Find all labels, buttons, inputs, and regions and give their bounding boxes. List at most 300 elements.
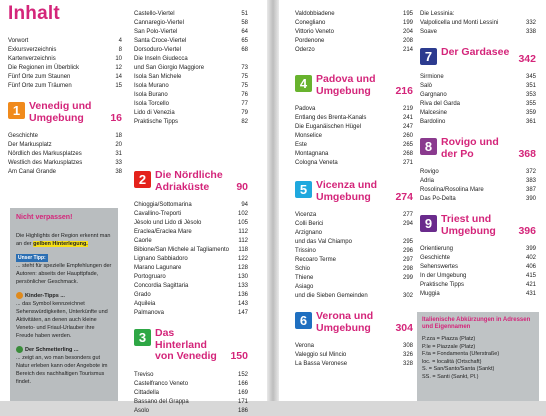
chapter-title: Rovigo und der Po [441,136,499,160]
chapter-number-badge: 3 [134,329,151,346]
toc-entry [8,82,122,91]
toc-entry-page: 265 [402,142,413,148]
kids-note: Kinder-Tipps ... ... das Symbol kennzeichnet Sehenswürdigkeiten, Unterkünfte und Aktivitäten, an denen auch kleine Veneto- und Friaul-Urlauber ihre Freude haben werden. [16,293,108,339]
toc-column-4 [420,10,536,299]
toc-entry [420,73,536,82]
toc-entry [295,360,413,369]
toc-entry-page: 51 [241,11,248,17]
toc-entry-label: Lido di Venezia [134,110,175,116]
toc-entry-page: 387 [525,187,536,193]
toc-entry [134,255,248,264]
chapter-entries [295,105,413,168]
toc-entry [295,292,413,301]
toc-entry [420,281,536,290]
toc-entry-label: Entlang des Brenta-Kanals [295,115,367,121]
toc-entry [8,132,122,141]
toc-entry [295,159,413,168]
chapter-entries [134,371,248,416]
toc-entry-page: 112 [238,238,248,244]
toc-entry [134,73,248,82]
toc-entry-label: Monselice [295,133,323,139]
toc-entry-page: 169 [237,389,248,396]
chapter-entries [420,73,536,127]
toc-entry-page: 14 [115,74,122,80]
chapter-page: 16 [110,111,122,124]
toc-entry-label: Portogruaro [134,274,166,280]
toc-entry-label: Treviso [134,371,154,378]
toc-entry [295,265,413,274]
chapter-heading [134,170,248,193]
toc-entry-label: Grado [134,292,151,298]
toc-entry-page: 361 [525,119,536,125]
toc-entry [134,282,248,291]
chapter-page: 304 [395,321,413,334]
chapter-page: 342 [518,52,536,65]
toc-entry-label: Verona [295,343,315,349]
toc-entry-page: 122 [237,256,248,262]
toc-entry-page: 8 [118,47,122,53]
toc-entry-label: Vittorio Veneto [295,29,334,35]
toc-entry-label: Schio [295,266,311,272]
toc-entry-label: Chioggia/Sottomarina [134,202,192,208]
toc-entry-page [409,283,413,292]
front-matter-list [8,37,122,91]
tip-note: Unser Tipp: ... steht für spezielle Empfehlungen der Autoren: abseits der Haupttpfade, persönlicher Geschmack. [16,255,112,285]
toc-entry-page [409,229,413,238]
toc-entry-page: 214 [402,47,413,53]
toc-entry-label: Jèsolo und Lido di Jèsolo [134,220,202,226]
toc-entry-page: 79 [241,110,248,116]
toc-entry [295,10,413,19]
toc-entry [295,342,413,351]
toc-entry-label: Conegliano [295,20,326,26]
toc-entry-page: 105 [237,220,248,226]
toc-entry [134,100,248,109]
toc-entry-label: Isola Murano [134,83,169,89]
toc-entry-page: 166 [237,380,248,387]
toc-entry [295,123,413,132]
toc-entry-page: 355 [525,101,536,107]
toc-entry [420,118,536,127]
toc-entry [8,37,122,46]
toc-entry-label: Padova [295,106,316,112]
chapter-heading [420,214,536,237]
right-page [279,0,546,401]
toc-entry [134,55,248,64]
toc-entry [420,263,536,272]
toc-entry [295,105,413,114]
info-box-title: Nicht verpassen! [16,214,73,221]
chapter-heading [295,180,413,203]
toc-entry [420,91,536,100]
toc-entry-label: Salò [420,83,433,89]
toc-entry-page: 15 [115,83,122,89]
toc-entry-label: Cannaregio-Viertel [134,20,184,26]
toc-entry [134,264,248,273]
toc-entry [134,291,248,300]
toc-entry [134,46,248,55]
toc-entry [420,168,536,177]
toc-entry [8,46,122,55]
toc-entry-page: 268 [402,151,413,157]
toc-entry-page: 332 [525,20,536,26]
toc-entry-page: 271 [402,160,413,166]
toc-entry-label: und die Sieben Gemeinden [295,293,368,299]
toc-entry [295,256,413,265]
toc-entry [134,91,248,100]
toc-entry-page: 406 [525,264,536,270]
toc-entry-page: 133 [237,283,248,289]
toc-entry [295,351,413,360]
page-title: Inhalt [8,3,60,24]
toc-entry-page: 399 [525,246,536,252]
left-page [0,0,267,414]
info-box-intro: Die Highlights der Region erkennt man an der gelben Hinterlegung. [16,233,111,247]
toc-entry-label: Valdobbiadene [295,11,335,17]
toc-entry-label: In der Umgebung [420,273,467,279]
toc-entry-label: Bardolino [420,119,446,125]
chapter-heading [134,328,248,363]
toc-entry [8,64,122,73]
chapter-number-badge: 8 [420,138,437,155]
toc-entry-label: Die Regionen im Überblick [8,65,80,71]
toc-entry-page: 195 [402,11,413,17]
toc-entry-page: 94 [241,202,248,208]
toc-entry-label: Colli Berici [295,221,324,227]
toc-entry-page: 12 [115,65,122,71]
toc-entry [420,290,536,299]
toc-entry [420,100,536,109]
toc-entry-page: 4 [118,38,122,44]
chapter-page: 90 [236,180,248,193]
toc-entry-page: 247 [402,124,413,130]
toc-entry-page: 75 [241,83,248,89]
toc-entry-page: 18 [115,133,122,139]
book-gutter [267,0,279,401]
chapter-title: Padova und Umgebung [316,73,376,97]
toc-entry [8,168,122,177]
tip-tag: Unser Tipp: [18,255,46,261]
toc-entry-page: 10 [115,56,122,62]
toc-entry-label: Exkursverzeichnis [8,47,57,53]
toc-entry-label: Lignano Sabbiadoro [134,256,188,262]
toc-entry [420,186,536,195]
chapter-title: Verona und Umgebung [316,310,374,334]
abbreviation-line: F.ta = Fondamenta (Uferstraße) [422,351,500,357]
toc-entry-page: 73 [241,65,248,71]
toc-column-1 [8,37,122,177]
toc-entry-page: 38 [115,169,122,175]
toc-entry [134,28,248,37]
abbreviation-line: S. = San/Santo/Santa (Sankt) [422,366,495,372]
chapter-number-badge: 5 [295,181,312,198]
toc-entry [134,407,248,416]
abbreviation-line: SS. = Santi (Sankt, Pl.) [422,373,479,380]
toc-entry [134,219,248,228]
toc-entry-label: Cologna Veneta [295,160,338,166]
toc-entry-label: Westlich des Markusplatzes [8,160,83,166]
toc-entry [8,55,122,64]
toc-entry-label: Castelfranco Veneto [134,380,189,387]
toc-entry [295,220,413,229]
toc-entry-label: Am Canal Grande [8,169,57,175]
toc-entry-label: Arzignano [295,230,323,236]
toc-entry-label: Geschichte [420,255,451,261]
toc-entry-page: 143 [237,301,248,307]
toc-entry [8,141,122,150]
toc-entry-page: 431 [525,291,536,297]
chapter-page: 274 [395,190,413,203]
toc-entry-label: und San Giorgio Maggiore [134,65,205,71]
toc-entry-page: 64 [241,29,248,35]
toc-entry [134,19,248,28]
toc-entry-page: 415 [525,273,536,279]
chapter-entries [8,132,122,177]
toc-entry [134,398,248,407]
toc-entry [420,28,536,37]
toc-entry-label: Fünf Orte zum Staunen [8,74,71,80]
chapter-heading [420,47,536,65]
toc-entry-label: Oderzo [295,47,315,53]
chapter-page: 396 [518,224,536,237]
toc-entry-page: 351 [525,83,536,89]
toc-entry-page: 298 [402,266,413,272]
toc-entry-label: Santa Croce-Viertel [134,38,187,44]
toc-entry [295,150,413,159]
toc-entry-page: 208 [402,38,413,44]
toc-entry-page: 130 [237,274,248,280]
toc-entry-page: 58 [241,20,248,26]
toc-entry-label: Vicenza [295,212,317,218]
toc-entry [420,272,536,281]
toc-entry-label: Concordia Sagittaria [134,283,189,289]
toc-entry [420,254,536,263]
toc-entry-page: 308 [402,343,413,349]
chapter-heading [420,137,536,160]
abbreviation-line: P.zza = Piazza (Platz) [422,336,476,342]
toc-entry [295,229,413,238]
chapter-number-badge: 2 [134,171,151,188]
toc-entry [134,109,248,118]
chapter-entries [134,201,248,318]
toc-entry-page: 353 [525,92,536,98]
toc-entry-page: 402 [525,255,536,261]
toc-entry [134,389,248,398]
toc-entry-label: Este [295,142,308,148]
toc-entry-label: Pordenone [295,38,325,44]
toc-entry-label: Malcesine [420,110,448,116]
chapter-number-badge: 4 [295,75,312,92]
toc-entry-label: Caorle [134,238,152,244]
chapter-entries [295,211,413,301]
toc-entry-page: 102 [237,211,248,217]
toc-entry-page: 372 [525,169,536,175]
toc-entry-label: Montagnana [295,151,329,157]
toc-entry-page: 199 [402,20,413,26]
toc-entry-page: 204 [402,29,413,35]
toc-entry-page: 75 [241,74,248,80]
toc-entry [420,245,536,254]
toc-entry-label: La Bassa Veronese [295,361,348,367]
toc-entry-page: 65 [241,38,248,44]
toc-column-2 [134,10,248,416]
toc-entry [295,132,413,141]
chapter-title: Das Hinterland von Venedig [155,327,217,362]
toc-entry [420,195,536,204]
toc-entry-page [532,10,536,19]
chapter-page: 216 [395,84,413,97]
toc-entry-label: Muggia [420,291,440,297]
toc-entry [134,10,248,19]
chapter-page: 368 [518,147,536,160]
toc-entry [8,159,122,168]
toc-entry-page: 326 [402,352,413,358]
toc-entry [134,37,248,46]
toc-entry-label: Asiago [295,284,314,290]
toc-entry-page: 76 [241,92,248,98]
toc-column-3 [295,10,413,369]
toc-entry [134,237,248,246]
toc-entry [295,211,413,220]
toc-entry [134,118,248,127]
toc-entry-page: 33 [115,160,122,166]
toc-entry [134,210,248,219]
toc-entry-page: 68 [241,47,248,53]
chapter-heading [8,101,122,124]
toc-entry-label: Geschichte [8,133,39,139]
toc-entry-page: 241 [402,115,413,121]
toc-entry-page [244,55,248,64]
toc-entry-label: Trissino [295,248,316,254]
toc-entry-label: Kartenverzeichnis [8,56,56,62]
toc-entry [295,283,413,292]
chapter-title: Vicenza und Umgebung [316,179,378,203]
toc-entry-label: San Polo-Viertel [134,29,178,35]
toc-entry-label: Bibione/San Michele al Tagliamento [134,247,229,253]
toc-entry-label: Rovigo [420,169,439,175]
toc-entry [134,201,248,210]
toc-entry-page: 296 [402,248,413,254]
toc-entry [134,228,248,237]
yellow-highlight-sample: gelben Hinterlegung. [33,241,88,247]
toc-entry-label: Sehenswertes [420,264,459,270]
toc-entry-page: 421 [525,282,536,288]
toc-entry-page: 136 [237,292,248,298]
chapter-title: Die Nördliche Adriaküste [155,169,223,193]
toc-entry-label: Isola San Michele [134,74,182,80]
chapter-page: 150 [230,350,248,362]
chapter-title: Der Gardasee [441,46,510,58]
toc-entry-page: 77 [241,101,248,107]
toc-entry-label: Der Markusplatz [8,142,52,148]
toc-entry-label: Valpolicella und Monti Lessini [420,20,499,26]
toc-entry [295,19,413,28]
chapter-entries [295,342,413,369]
toc-entry-label: Cittadella [134,389,160,396]
toc-entry-label: Palmanova [134,310,165,316]
toc-entry-label: Nördlich des Markusplatzes [8,151,82,157]
abbreviations-title: Italienische Abkürzungen in Adressen und Eigennamen [422,317,531,330]
toc-entry-label: Fünf Orte zum Träumen [8,83,72,89]
highlights-info-box [10,208,118,401]
toc-entry-label: Vorwort [8,38,29,44]
toc-entry [420,10,536,19]
toc-entry [295,141,413,150]
toc-entry [420,109,536,118]
toc-entry [295,46,413,55]
toc-entry-page: 345 [525,74,536,80]
toc-entry-label: Valeggio sul Mincio [295,352,347,358]
toc-entry-page: 128 [237,265,248,271]
toc-entry [134,273,248,282]
abbreviations-box [417,312,539,401]
toc-entry-page: 297 [402,257,413,263]
toc-entry-label: Castello-Viertel [134,11,175,17]
toc-entry-label: Thiene [295,275,314,281]
toc-entry-page: 328 [402,361,413,367]
toc-entry-label: Marano Lagunare [134,265,182,271]
toc-entry-page: 112 [238,229,248,235]
toc-entry [420,19,536,28]
toc-entry-page: 294 [402,221,413,227]
toc-entry-page: 299 [402,275,413,281]
toc-entry-label: Gargnano [420,92,447,98]
toc-entry [8,73,122,82]
toc-entry [295,114,413,123]
toc-entry [295,238,413,247]
toc-entry-label: Rosolina/Rosolina Mare [420,187,484,193]
toc-entry-page: 295 [402,239,413,245]
toc-entry [134,300,248,309]
butterfly-note: Der Schmetterling ... ... zeigt an, wo man besonders gut Natur erleben kann oder Angebote im Bereich des nachhaltigen Tourismus findet. [16,347,108,385]
toc-entry-label: Orientierung [420,246,454,252]
toc-entry-label: Adria [420,178,435,184]
toc-entry-page: 186 [237,407,248,414]
toc-entry-label: Cavallino-Treporti [134,211,182,217]
toc-entry-label: Die Lessinia: [420,11,455,17]
kids-icon [16,292,23,299]
toc-entry [134,371,248,380]
toc-entry-page: 118 [238,247,248,253]
toc-entry [134,380,248,389]
toc-entry [420,177,536,186]
toc-entry-page: 82 [241,119,248,125]
toc-entry [420,82,536,91]
toc-entry-label: Asolo [134,407,150,414]
toc-entry-label: Die Euganäischen Hügel [295,124,362,130]
toc-entry-page: 359 [525,110,536,116]
toc-entry-page: 260 [402,133,413,139]
chapter-number-badge: 7 [420,48,437,65]
toc-entry-page: 147 [237,310,248,316]
chapter-number-badge: 6 [295,312,312,329]
toc-entry-label: Recoaro Terme [295,257,336,263]
toc-entry-label: Eraclea/Eraclea Mare [134,229,192,235]
butterfly-icon [16,346,23,353]
toc-entry-page: 31 [115,151,122,157]
chapter-title: Venedig und Umgebung [29,100,92,124]
toc-entry-label: Sirmione [420,74,444,80]
toc-entry [295,37,413,46]
chapter-number-badge: 1 [8,102,25,119]
abbreviation-line: P.le = Piazzale (Platz) [422,343,476,350]
chapter-heading [295,74,413,97]
chapter-number-badge: 9 [420,215,437,232]
toc-entry-label: Dorsoduro-Viertel [134,47,181,53]
toc-entry-page: 302 [402,293,413,299]
toc-entry-label: Bassano del Grappa [134,398,189,405]
toc-entry-label: Die Inseln Giudecca [134,56,188,62]
